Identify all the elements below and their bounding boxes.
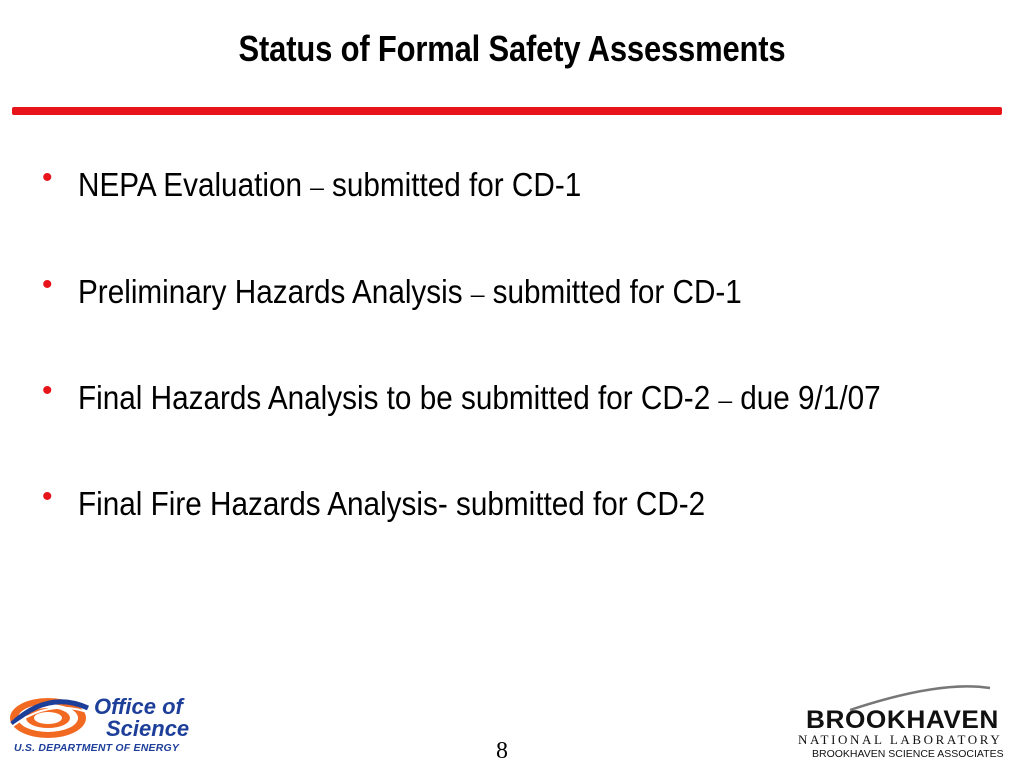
title-divider — [12, 107, 1002, 115]
page-number: 8 — [496, 738, 508, 764]
bullet-text-part: due 9/1/07 — [731, 379, 881, 416]
brookhaven-logo — [790, 684, 1020, 768]
bullet-icon: • — [42, 268, 53, 301]
brookhaven-science-associates-label: BROOKHAVEN SCIENCE ASSOCIATES — [812, 748, 1004, 760]
bullet-text-part: submitted for CD-1 — [484, 273, 742, 310]
bullet-item — [42, 373, 970, 423]
bullet-text-part: Final Hazards Analysis to be submitted for CD-2 — [78, 379, 719, 416]
bullet-text-part: submitted for CD-1 — [323, 166, 582, 203]
national-laboratory-label: NATIONAL LABORATORY — [798, 732, 1003, 747]
bullet-icon: • — [42, 161, 53, 194]
bullet-item — [42, 160, 637, 210]
brookhaven-wordmark: BROOKHAVEN — [806, 706, 999, 734]
bullet-dash: – — [470, 277, 485, 310]
bullet-text — [78, 166, 581, 204]
department-of-energy-label: U.S. DEPARTMENT OF ENERGY — [14, 742, 180, 754]
bullet-icon: • — [42, 480, 53, 513]
office-of-science-line2: Science — [106, 716, 190, 741]
bullet-icon: • — [42, 374, 53, 407]
doe-emblem-icon — [8, 694, 94, 742]
bullet-text-part: Preliminary Hazards Analysis — [78, 273, 471, 310]
bullet-text — [78, 273, 742, 311]
office-of-science-logo — [8, 692, 228, 762]
bullet-text-part: Final Fire Hazards Analysis- submitted for CD-2 — [78, 485, 706, 522]
bullet-item — [42, 479, 775, 529]
bullet-dash: – — [310, 170, 324, 203]
bullet-text-part: NEPA Evaluation — [78, 166, 311, 203]
bullet-text — [78, 379, 881, 417]
office-of-science-line1: Office of — [94, 694, 183, 719]
bullet-item — [42, 267, 816, 317]
bullet-dash: – — [718, 383, 732, 416]
slide-title: Status of Formal Safety Assessments — [238, 28, 786, 69]
bullet-text — [78, 485, 705, 523]
